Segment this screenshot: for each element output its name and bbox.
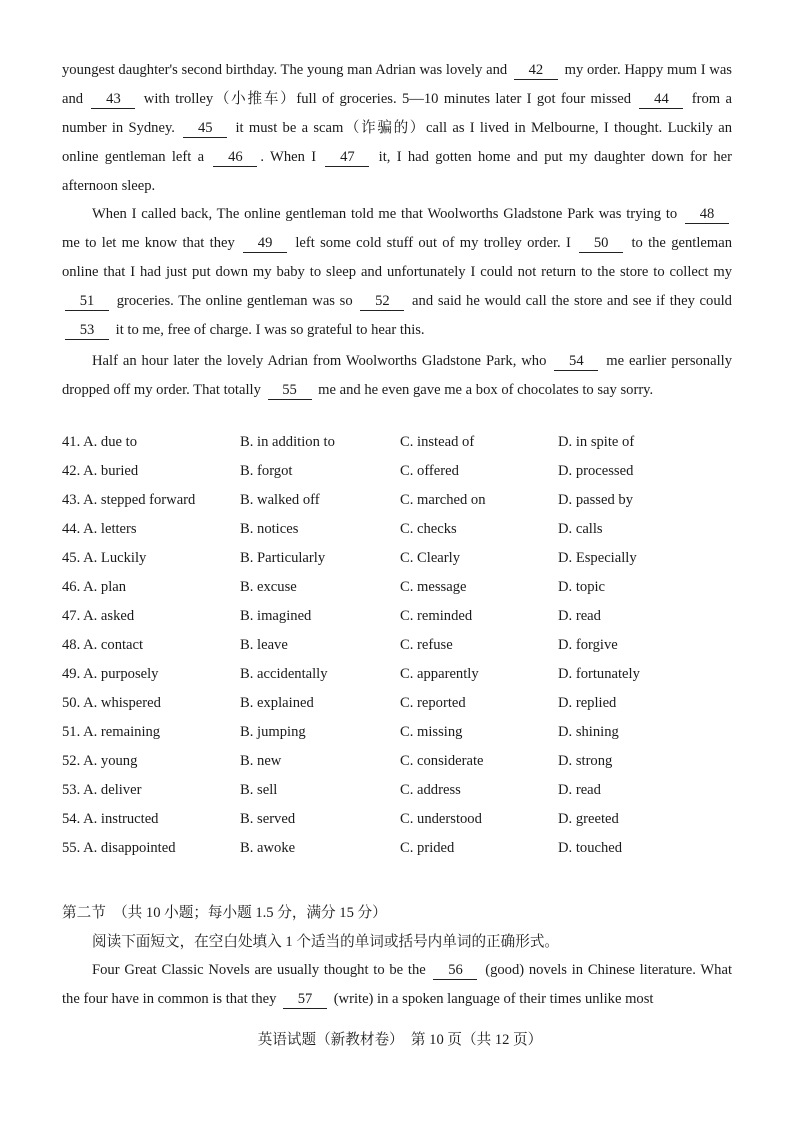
option-C: C. considerate xyxy=(400,753,484,769)
option-B: B. awoke xyxy=(240,840,296,856)
option-C: C. marched on xyxy=(400,492,486,508)
option-row xyxy=(62,753,752,782)
option-A: 47. A. asked xyxy=(62,608,135,624)
passage-text: and said he would call the store and see if they could xyxy=(407,293,732,309)
option-A: 53. A. deliver xyxy=(62,782,142,798)
option-A: 45. A. Luckily xyxy=(62,550,147,566)
option-C: C. missing xyxy=(400,724,463,740)
option-C: C. instead of xyxy=(400,434,475,450)
option-C: C. refuse xyxy=(400,637,453,653)
option-A: 51. A. remaining xyxy=(62,724,161,740)
option-C: C. understood xyxy=(400,811,482,827)
passage-text: with trolley（小推车）full of groceries. 5—10 minutes later I got four missed xyxy=(138,91,637,107)
blank-48: 48 xyxy=(685,206,729,224)
blank-51: 51 xyxy=(65,293,109,311)
option-D: D. strong xyxy=(558,753,613,769)
passage-text: left some cold stuff out of my trolley order. I xyxy=(290,235,577,251)
passage-text: (write) in a spoken language of their times unlike most xyxy=(330,991,654,1007)
option-row xyxy=(62,434,752,463)
option-B: B. new xyxy=(240,753,282,769)
option-D: D. passed by xyxy=(558,492,633,508)
passage-text: me and he even gave me a box of chocolates to say sorry. xyxy=(314,382,654,398)
option-A: 54. A. instructed xyxy=(62,811,159,827)
option-D: D. replied xyxy=(558,695,617,711)
option-A: 48. A. contact xyxy=(62,637,144,653)
option-C: C. message xyxy=(400,579,467,595)
option-D: D. processed xyxy=(558,463,634,479)
option-D: D. calls xyxy=(558,521,603,537)
option-A: 52. A. young xyxy=(62,753,138,769)
passage-text: youngest daughter's second birthday. The young man Adrian was lovely and xyxy=(62,62,511,78)
option-A: 42. A. buried xyxy=(62,463,139,479)
option-B: B. jumping xyxy=(240,724,306,740)
option-row xyxy=(62,521,752,550)
option-row xyxy=(62,608,752,637)
option-row xyxy=(62,579,752,608)
passage-text: my order. Happy mum I was and xyxy=(62,62,732,107)
blank-49: 49 xyxy=(243,235,287,253)
option-C: C. reported xyxy=(400,695,466,711)
blank-53: 53 xyxy=(65,322,109,340)
passage-text: When I called back, The online gentleman told me that Woolworths Gladstone Park was trying to xyxy=(92,206,682,222)
option-row xyxy=(62,463,752,492)
option-A: 46. A. plan xyxy=(62,579,127,595)
passage-text: to the gentleman online that I had just put down my baby to sleep and unfortunately I could not return to the store to collect my xyxy=(62,235,732,280)
option-D: D. touched xyxy=(558,840,623,856)
option-B: B. sell xyxy=(240,782,278,798)
blank-45: 45 xyxy=(183,120,227,138)
option-B: B. imagined xyxy=(240,608,312,624)
page-footer: 英语试题（新教材卷） 第 10 页（共 12 页） xyxy=(257,1032,543,1048)
option-B: B. in addition to xyxy=(240,434,335,450)
option-D: D. shining xyxy=(558,724,619,740)
option-row xyxy=(62,666,752,695)
blank-54: 54 xyxy=(554,353,598,371)
blank-55: 55 xyxy=(268,382,312,400)
option-D: D. topic xyxy=(558,579,606,595)
option-B: B. served xyxy=(240,811,296,827)
blank-47: 47 xyxy=(325,149,369,167)
option-row xyxy=(62,695,752,724)
option-A: 50. A. whispered xyxy=(62,695,161,711)
passage-paragraph-1 xyxy=(62,56,732,201)
blank-46: 46 xyxy=(213,149,257,167)
option-B: B. leave xyxy=(240,637,288,653)
option-D: D. greeted xyxy=(558,811,619,827)
blank-52: 52 xyxy=(360,293,404,311)
option-A: 49. A. purposely xyxy=(62,666,159,682)
blank-57: 57 xyxy=(283,991,327,1009)
option-B: B. explained xyxy=(240,695,314,711)
passage-text: it to me, free of charge. I was so grateful to hear this. xyxy=(112,322,425,338)
options-list xyxy=(62,434,752,869)
option-D: D. in spite of xyxy=(558,434,635,450)
option-B: B. notices xyxy=(240,521,299,537)
option-A: 41. A. due to xyxy=(62,434,137,450)
passage-text: Four Great Classic Novels are usually thought to be the xyxy=(92,962,431,978)
option-B: B. forgot xyxy=(240,463,293,479)
option-D: D. forgive xyxy=(558,637,618,653)
blank-42: 42 xyxy=(514,62,558,80)
blank-44: 44 xyxy=(639,91,683,109)
option-row xyxy=(62,492,752,521)
blank-43: 43 xyxy=(91,91,135,109)
passage-text: Half an hour later the lovely Adrian from Woolworths Gladstone Park, who xyxy=(92,353,552,369)
passage-text: it must be a scam（诈骗的）call as I lived in Melbourne, I thought. Luckily an online gentleman left a xyxy=(62,120,733,165)
option-D: D. Especially xyxy=(558,550,637,566)
passage-text: . When I xyxy=(260,149,323,165)
option-row xyxy=(62,811,752,840)
passage-paragraph-3 xyxy=(62,347,732,405)
passage-text: me to let me know that they xyxy=(62,235,241,251)
blank-50: 50 xyxy=(579,235,623,253)
option-D: D. read xyxy=(558,782,601,798)
option-B: B. excuse xyxy=(240,579,297,595)
option-C: C. Clearly xyxy=(400,550,460,566)
section-instruction: 阅读下面短文，在空白处填入 1 个适当的单词或括号内单词的正确形式。 xyxy=(92,934,560,950)
blank-56: 56 xyxy=(433,962,477,980)
passage-text: from a number in Sydney. xyxy=(62,91,732,136)
option-row xyxy=(62,724,752,753)
option-A: 43. A. stepped forward xyxy=(62,492,196,508)
option-B: B. Particularly xyxy=(240,550,326,566)
option-C: C. checks xyxy=(400,521,457,537)
option-D: D. read xyxy=(558,608,601,624)
option-row xyxy=(62,637,752,666)
option-row xyxy=(62,782,752,811)
section-heading: 第二节 （共 10 小题；每小题 1.5 分，满分 15 分） xyxy=(62,905,387,921)
option-row xyxy=(62,840,752,869)
passage-text: groceries. The online gentleman was so xyxy=(112,293,358,309)
option-B: B. walked off xyxy=(240,492,320,508)
option-C: C. reminded xyxy=(400,608,473,624)
passage-paragraph-2 xyxy=(62,200,732,345)
option-B: B. accidentally xyxy=(240,666,328,682)
passage-text: me earlier personally dropped off my order. That totally xyxy=(62,353,732,398)
section-2 xyxy=(62,899,559,957)
passage-text: it, I had gotten home and put my daughter down for her afternoon sleep. xyxy=(62,149,733,194)
section-2-passage xyxy=(62,956,732,1014)
option-A: 55. A. disappointed xyxy=(62,840,176,856)
option-C: C. apparently xyxy=(400,666,479,682)
option-A: 44. A. letters xyxy=(62,521,137,537)
option-C: C. prided xyxy=(400,840,455,856)
option-C: C. offered xyxy=(400,463,459,479)
option-C: C. address xyxy=(400,782,461,798)
option-row xyxy=(62,550,752,579)
passage-text: (good) novels in Chinese literature. What the four have in common is that they xyxy=(62,962,732,1007)
option-D: D. fortunately xyxy=(558,666,640,682)
